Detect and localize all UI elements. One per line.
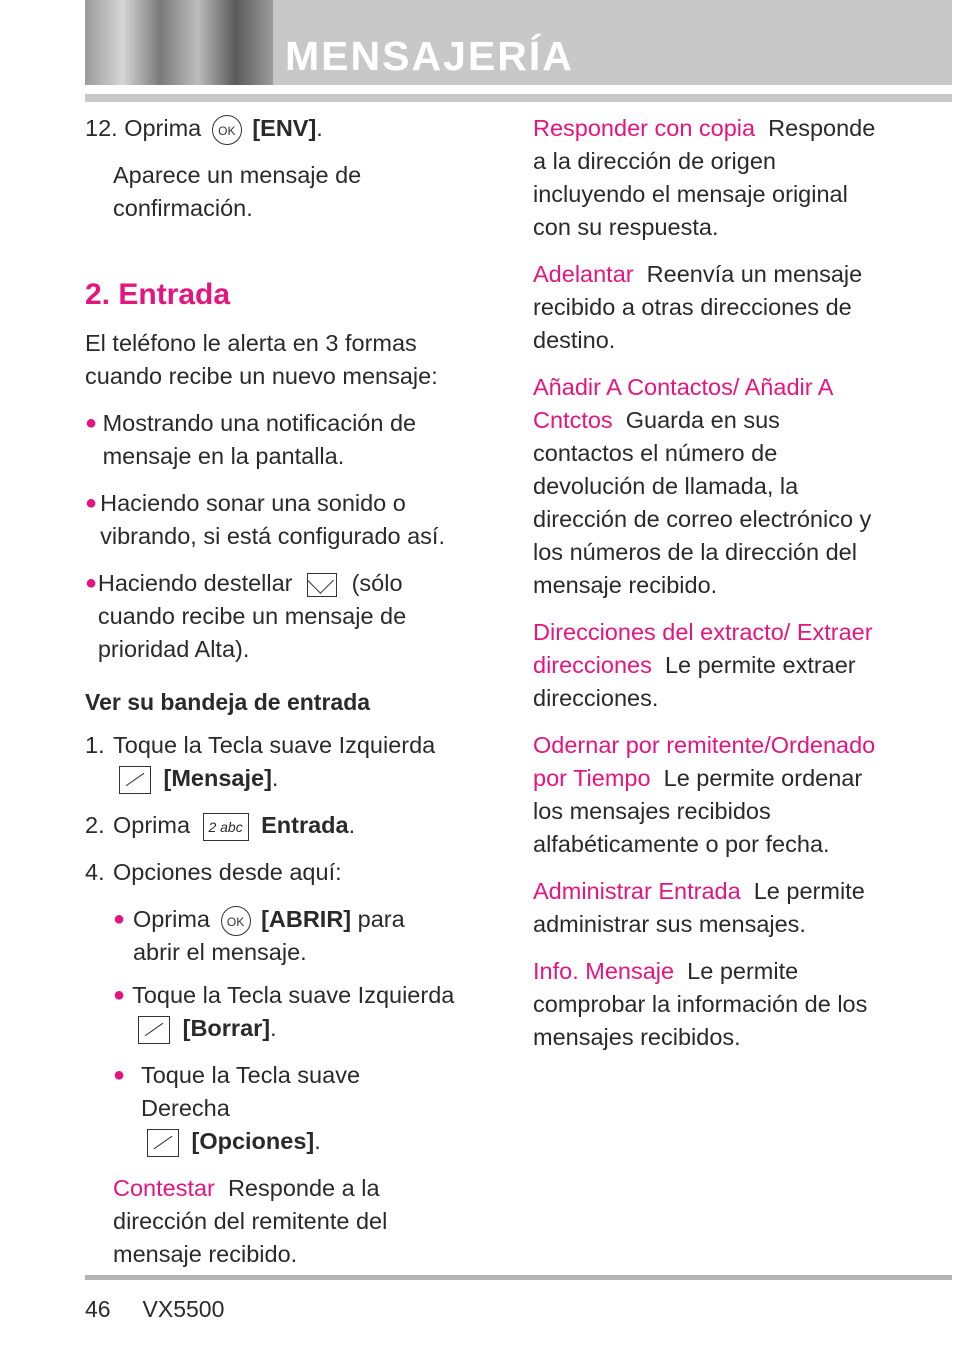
option-term: Direcciones del extracto/ Extraer direcciones bbox=[533, 619, 873, 678]
header-photo bbox=[85, 0, 273, 85]
right-soft-key-icon bbox=[147, 1129, 179, 1157]
right-column bbox=[533, 112, 878, 1054]
option-contestar bbox=[113, 1172, 455, 1271]
sub-1-after: para abrir el mensaje. bbox=[132, 906, 405, 965]
left-soft-key-icon bbox=[138, 1016, 170, 1044]
step-1-body: Toque la Tecla suave Izquierda [Mensaje]. bbox=[113, 729, 435, 795]
step-2-body: Oprima 2 abc Entrada. bbox=[113, 809, 355, 842]
step-2-text: Oprima bbox=[113, 812, 191, 838]
option-desc: Guarda en sus contactos el número de devolución de llamada, la dirección de correo electrónico y los números de la dirección del mensaje recibido. bbox=[533, 407, 872, 598]
step-12-key: [ENV] bbox=[252, 115, 317, 141]
list-item bbox=[85, 407, 455, 473]
option-item bbox=[533, 616, 878, 715]
option-term: Añadir A Contactos/ Añadir A Cntctos bbox=[533, 374, 833, 433]
footer-divider bbox=[85, 1275, 952, 1280]
step-number: 2. bbox=[85, 812, 105, 838]
list-item bbox=[113, 1059, 455, 1158]
sub-3-key: [Opciones] bbox=[191, 1128, 315, 1154]
step-4-text: Opciones desde aquí: bbox=[113, 859, 342, 885]
option-desc: Responde a la dirección de origen incluyendo el mensaje original con su respuesta. bbox=[533, 115, 876, 240]
option-desc: Reenvía un mensaje recibido a otras direcciones de destino. bbox=[533, 261, 863, 353]
sub-2-key: [Borrar] bbox=[182, 1015, 271, 1041]
options-list bbox=[113, 903, 455, 1158]
option-item bbox=[533, 955, 878, 1054]
list-item bbox=[85, 567, 455, 666]
message-envelope-icon bbox=[307, 573, 337, 597]
ok-key-icon: OK bbox=[212, 115, 242, 145]
option-term: Info. Mensaje bbox=[533, 958, 675, 984]
sub-1-body bbox=[133, 903, 455, 969]
step-1-key: [Mensaje] bbox=[163, 765, 272, 791]
option-term: Responder con copia bbox=[533, 115, 756, 141]
option-desc: Responde a la dirección del remitente del mensaje recibido. bbox=[113, 1175, 388, 1267]
subheading: Ver su bandeja de entrada bbox=[85, 689, 371, 715]
option-term: Contestar bbox=[113, 1175, 215, 1201]
step-2-key: Entrada bbox=[261, 812, 349, 838]
section-title: 2. Entrada bbox=[85, 278, 231, 311]
step-number: 4. bbox=[85, 859, 105, 885]
bullet-icon: ● bbox=[113, 1064, 126, 1086]
sub-2-body: Toque la Tecla suave Izquierda [Borrar]. bbox=[132, 979, 455, 1045]
option-term: Adelantar bbox=[533, 261, 634, 287]
sub-1-text: Oprima bbox=[132, 906, 210, 932]
option-item bbox=[533, 371, 878, 602]
bullet-icon: ● bbox=[85, 412, 98, 434]
bullet-icon: ● bbox=[85, 492, 98, 514]
step-2 bbox=[85, 809, 455, 842]
model-name: VX5500 bbox=[142, 1296, 225, 1322]
list-item bbox=[113, 903, 455, 969]
sub-1-key: [ABRIR] bbox=[261, 906, 352, 932]
bullet-text-after: (sólo cuando recibe un mensaje de prioridad Alta). bbox=[97, 570, 407, 662]
bullet-icon: ● bbox=[113, 984, 126, 1006]
intro-text: El teléfono le alerta en 3 formas cuando recibe un nuevo mensaje: bbox=[85, 330, 438, 389]
option-item bbox=[533, 112, 878, 244]
ok-key-icon: OK bbox=[221, 906, 251, 936]
option-term: Odernar por remitente/Ordenado por Tiempo bbox=[533, 732, 876, 791]
page-footer bbox=[85, 1293, 224, 1325]
bullet-text: Haciendo sonar una sonido o vibrando, si está configurado así. bbox=[100, 490, 445, 549]
step-1-text: Toque la Tecla suave Izquierda bbox=[113, 732, 436, 758]
option-desc: Le permite extraer direcciones. bbox=[533, 652, 856, 711]
bullet-text bbox=[98, 567, 455, 666]
option-item bbox=[533, 729, 878, 861]
bullet-icon: ● bbox=[113, 908, 126, 930]
header-divider bbox=[85, 94, 952, 102]
left-column bbox=[85, 112, 455, 1271]
step-1 bbox=[85, 729, 455, 795]
step-4 bbox=[85, 856, 455, 889]
option-desc: Le permite ordenar los mensajes recibidos alfabéticamente o por fecha. bbox=[533, 765, 863, 857]
option-item bbox=[533, 875, 878, 941]
sub-3-body: Toque la Tecla suave Derecha [Opciones]. bbox=[141, 1059, 455, 1158]
list-item bbox=[85, 487, 455, 553]
sub-2-text: Toque la Tecla suave Izquierda bbox=[132, 982, 455, 1008]
bullet-icon: ● bbox=[85, 572, 98, 594]
option-term: Administrar Entrada bbox=[533, 878, 741, 904]
option-desc: Le permite comprobar la información de los mensajes recibidos. bbox=[533, 958, 868, 1050]
left-soft-key-icon bbox=[119, 766, 151, 794]
page-title: MENSAJERÍA bbox=[285, 33, 574, 79]
bullet-text-before: Haciendo destellar bbox=[97, 570, 293, 596]
key-2-icon: 2 abc bbox=[203, 813, 249, 841]
step-12: 12. Oprima OK [ENV]. bbox=[85, 112, 455, 145]
bullet-text: Mostrando una notificación de mensaje en la pantalla. bbox=[102, 410, 417, 469]
sub-3-text: Toque la Tecla suave Derecha bbox=[140, 1062, 361, 1121]
step-12-desc: Aparece un mensaje de confirmación. bbox=[113, 162, 362, 221]
option-desc: Le permite administrar sus mensajes. bbox=[533, 878, 865, 937]
step-number: 1. bbox=[85, 732, 105, 758]
option-item bbox=[533, 258, 878, 357]
step-12-prefix: 12. Oprima bbox=[85, 115, 202, 141]
list-item bbox=[113, 979, 455, 1045]
page-number: 46 bbox=[85, 1296, 111, 1322]
